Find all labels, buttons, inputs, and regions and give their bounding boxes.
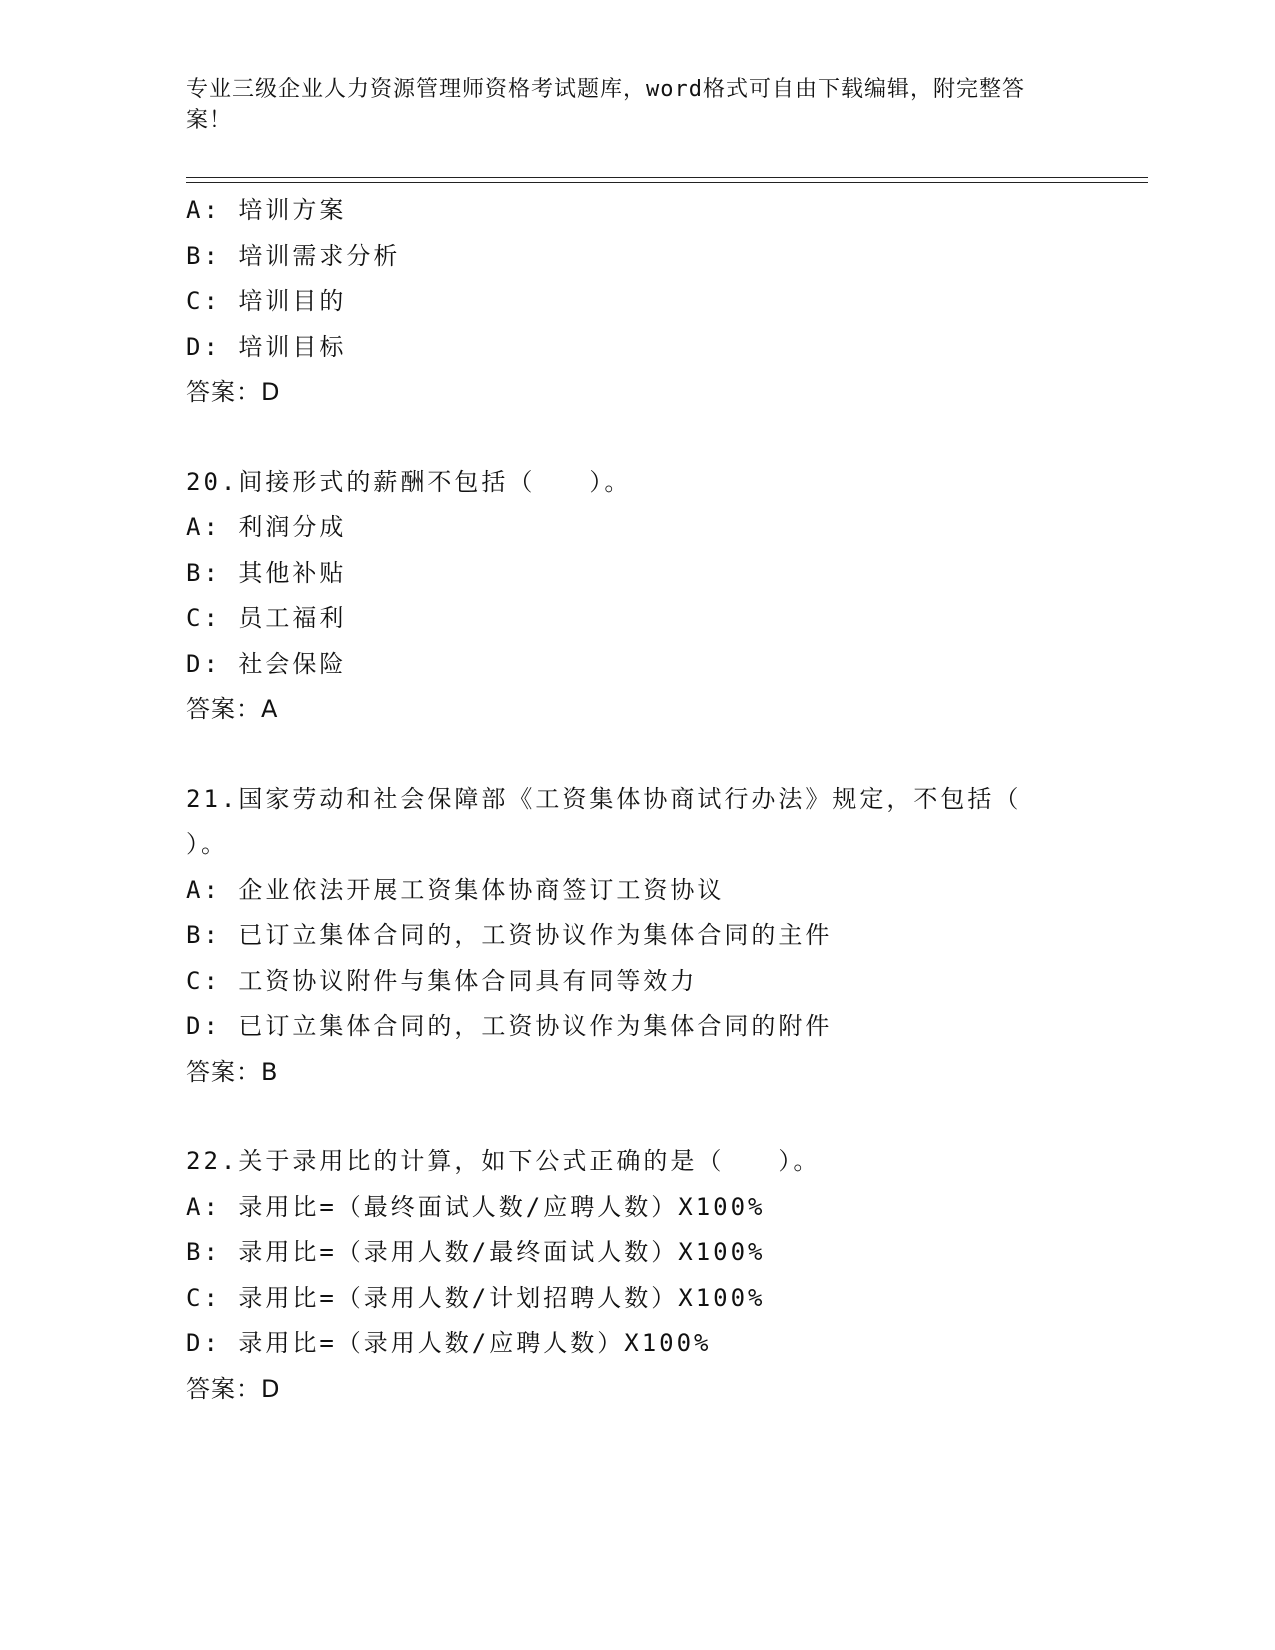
question-stem: 20.间接形式的薪酬不包括（ ）。 bbox=[186, 467, 632, 496]
option-a: A: 录用比=（最终面试人数/应聘人数）X100% bbox=[186, 1192, 766, 1221]
option-b: B: 已订立集体合同的，工资协议作为集体合同的主件 bbox=[186, 921, 833, 949]
question-19-partial bbox=[186, 188, 1086, 416]
option-d: D: 已订立集体合同的，工资协议作为集体合同的附件 bbox=[186, 1012, 833, 1040]
option-c: C: 工资协议附件与集体合同具有同等效力 bbox=[186, 966, 698, 995]
option-c: C: 员工福利 bbox=[186, 604, 347, 632]
answer: 答案：A bbox=[186, 695, 279, 723]
answer: 答案：B bbox=[186, 1057, 279, 1086]
option-a: A: 利润分成 bbox=[186, 513, 347, 541]
spacer bbox=[186, 1095, 1086, 1139]
question-22 bbox=[186, 1139, 1086, 1412]
option-b: B: 录用比=（录用人数/最终面试人数）X100% bbox=[186, 1238, 766, 1266]
option-d: D: 培训目标 bbox=[186, 332, 347, 361]
option-c: C: 录用比=（录用人数/计划招聘人数）X100% bbox=[186, 1283, 766, 1312]
header-divider-top bbox=[186, 177, 1148, 178]
question-stem-line-1: 21.国家劳动和社会保障部《工资集体协商试行办法》规定，不包括（ bbox=[186, 784, 1022, 813]
question-content bbox=[186, 188, 1086, 1412]
header-divider-bottom bbox=[186, 182, 1148, 183]
option-b: B: 其他补贴 bbox=[186, 558, 347, 587]
option-a: A: 培训方案 bbox=[186, 196, 347, 224]
question-21 bbox=[186, 777, 1086, 1096]
spacer bbox=[186, 416, 1086, 460]
option-b: B: 培训需求分析 bbox=[186, 241, 401, 270]
answer: 答案：D bbox=[186, 378, 281, 406]
option-d: D: 录用比=（录用人数/应聘人数）X100% bbox=[186, 1329, 712, 1357]
answer: 答案：D bbox=[186, 1374, 281, 1403]
option-a: A: 企业依法开展工资集体协商签订工资协议 bbox=[186, 875, 725, 904]
option-d: D: 社会保险 bbox=[186, 649, 347, 678]
spacer bbox=[186, 733, 1086, 777]
option-c: C: 培训目的 bbox=[186, 287, 347, 315]
question-20 bbox=[186, 460, 1086, 733]
question-stem: 22.关于录用比的计算，如下公式正确的是（ ）。 bbox=[186, 1147, 821, 1175]
question-stem-line-2: ）。 bbox=[186, 830, 228, 858]
document-header: 专业三级企业人力资源管理师资格考试题库，word格式可自由下载编辑，附完整答案！ bbox=[186, 77, 1025, 133]
